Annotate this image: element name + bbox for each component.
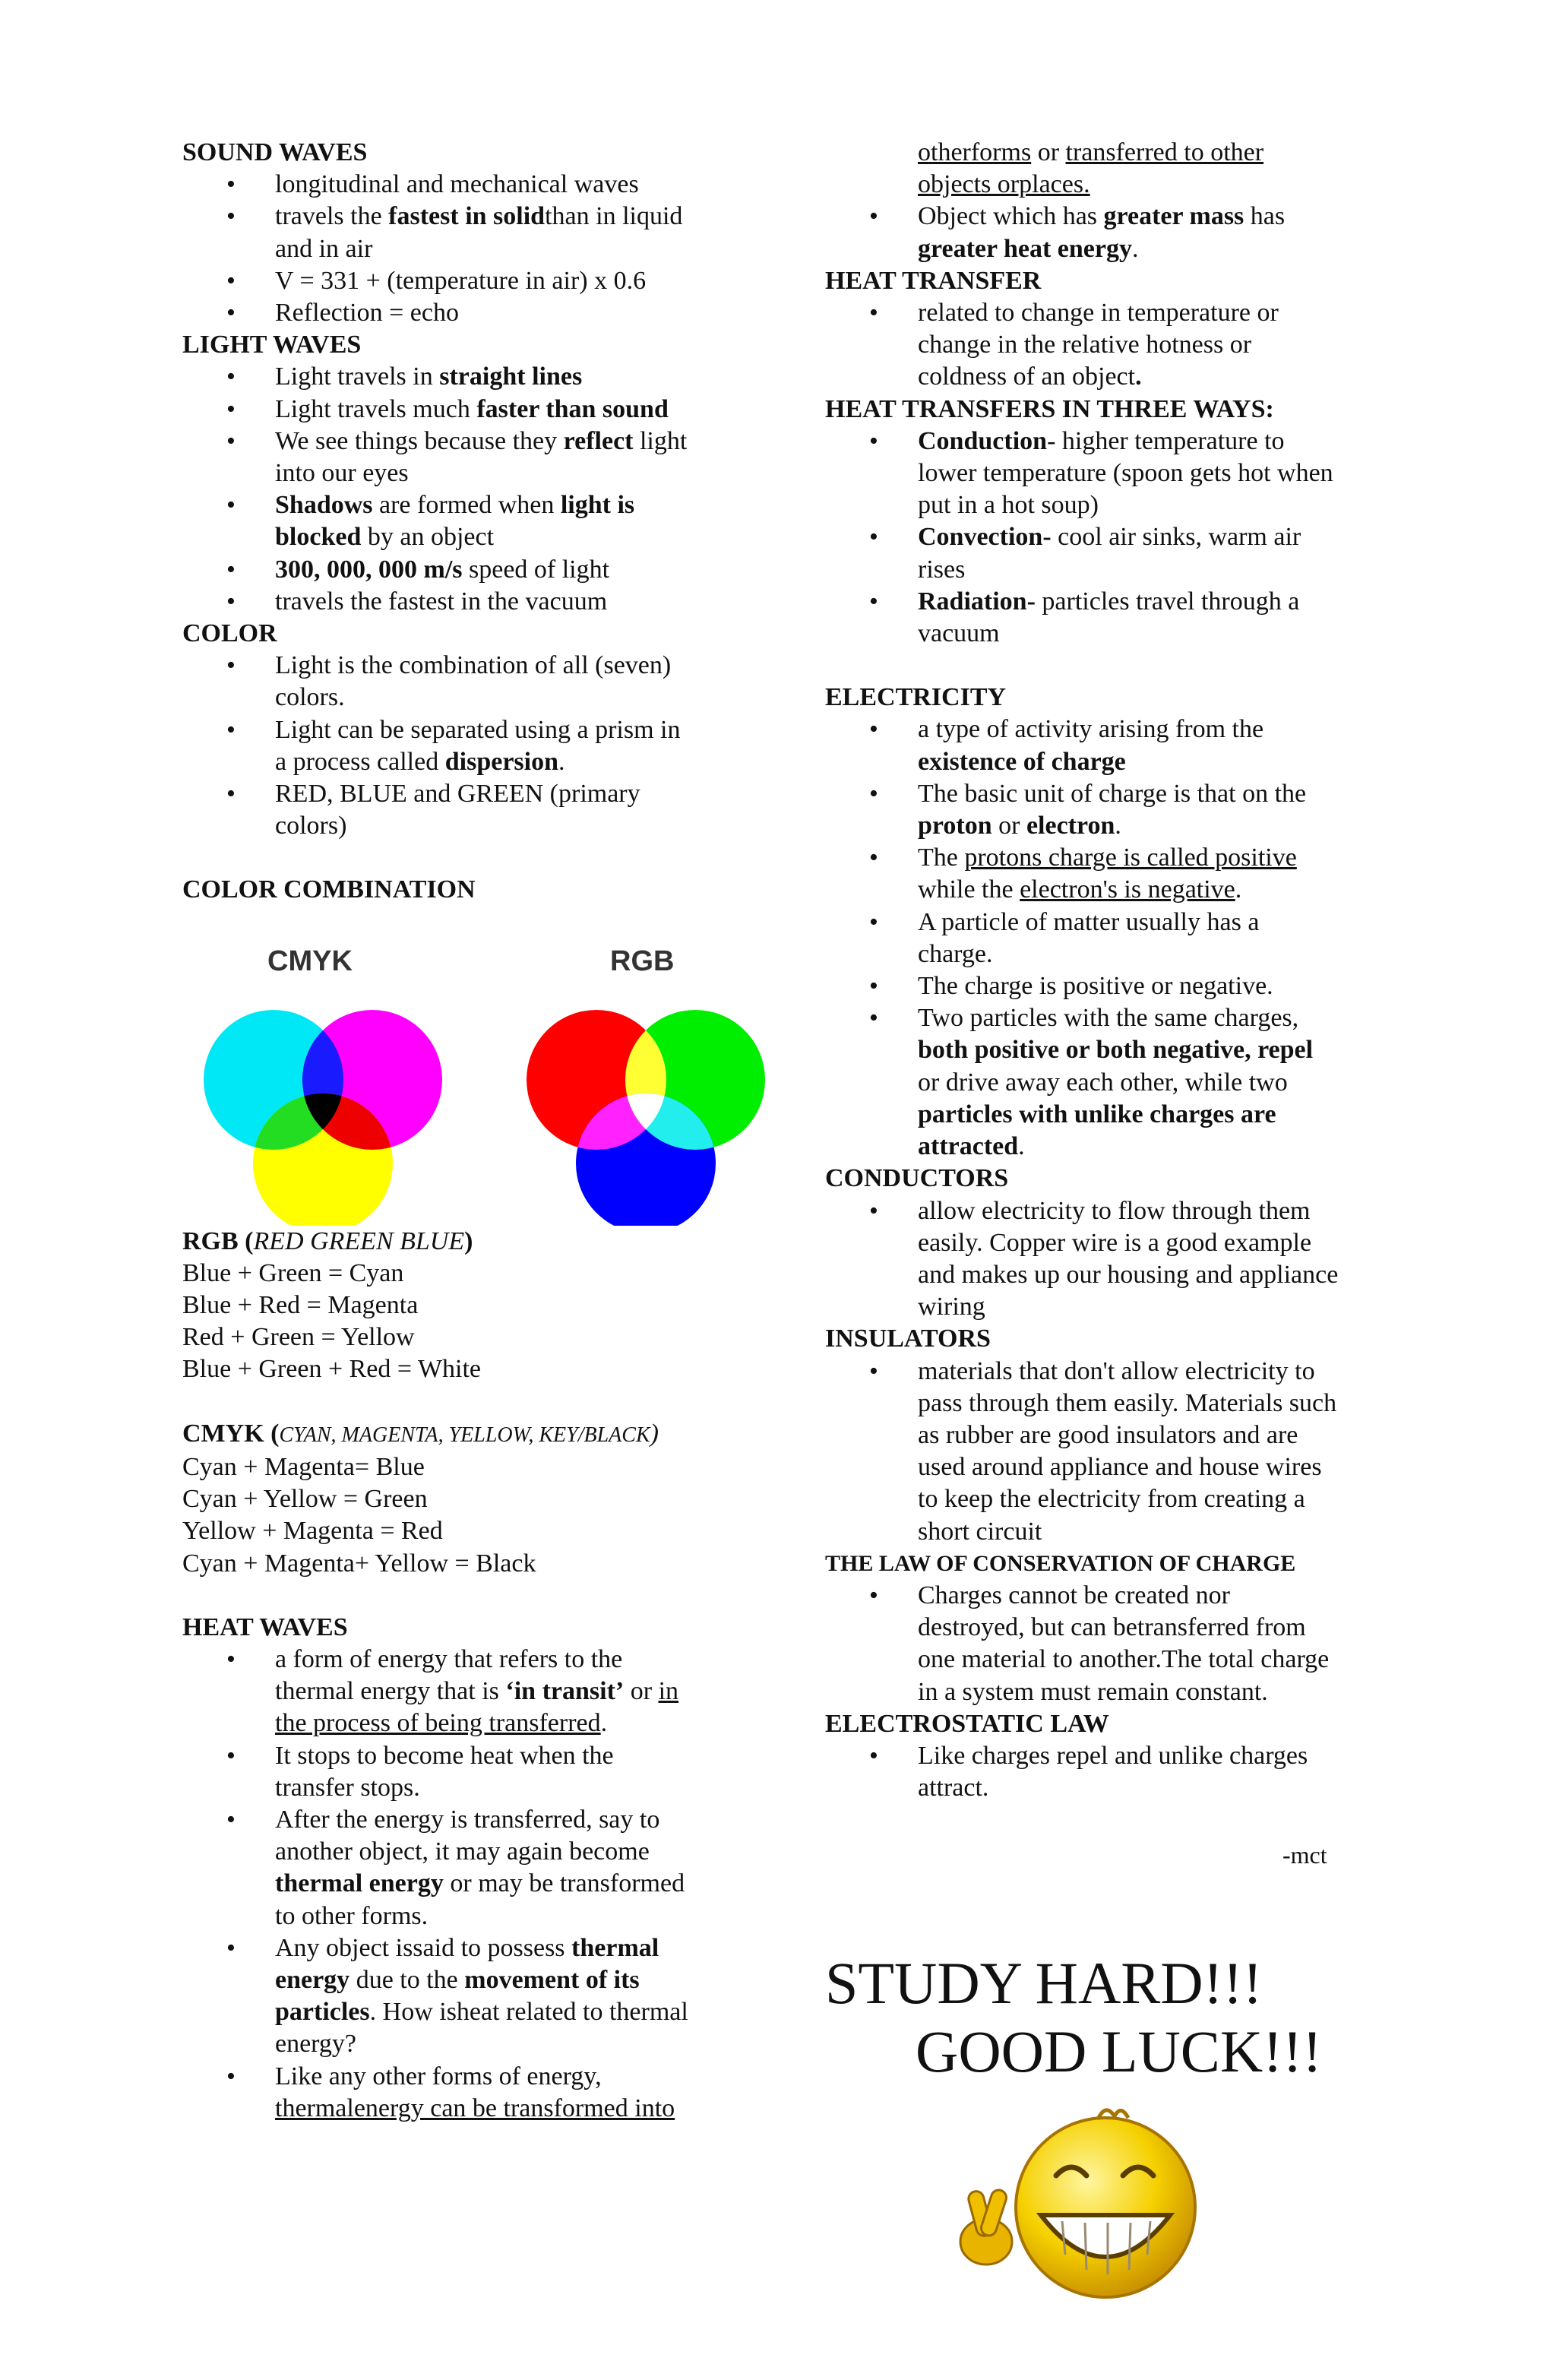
good-luck-text: GOOD LUCK!!!	[916, 2018, 1323, 2084]
rgb-line: Blue + Red = Magenta	[182, 1291, 419, 1320]
cmyk-line: Cyan + Yellow = Green	[182, 1485, 428, 1514]
list-item-continuation: to other forms.	[275, 1901, 429, 1930]
color-heading: COLOR	[182, 619, 277, 648]
list-item: • Reflection = echo	[182, 297, 760, 329]
rgb-label: RGB	[610, 945, 675, 977]
smiley-fingers-crossed-icon	[950, 2094, 1208, 2328]
list-item-continuation: or drive away each other, while two	[918, 1068, 1288, 1097]
list-item: • After the energy is transferred, say to	[182, 1804, 760, 1836]
cmyk-heading: CMYK (CYAN, MAGENTA, YELLOW, KEY/BLACK)	[182, 1419, 659, 1448]
heat-waves-heading: HEAT WAVES	[182, 1613, 348, 1641]
list-item-continuation: the process of being transferred.	[275, 1709, 608, 1738]
list-item-continuation: colors.	[275, 683, 345, 712]
cmyk-diagram	[204, 1010, 442, 1226]
right-column	[825, 137, 1387, 1804]
list-item: • A particle of matter usually has a	[825, 907, 1387, 938]
list-item-continuation: thermal energy that is ‘in transit’ or in	[275, 1677, 679, 1706]
list-item-continuation: attracted.	[918, 1132, 1025, 1161]
list-item: • We see things because they reflect light	[182, 426, 760, 457]
list-item-continuation: a process called dispersion.	[275, 747, 565, 776]
list-item: • related to change in temperature or	[825, 297, 1387, 329]
color-mixing-diagrams	[182, 907, 790, 1226]
list-item: • Object which has greater mass has	[825, 201, 1387, 233]
rgb-heading: RGB (RED GREEN BLUE)	[182, 1226, 473, 1255]
rgb-line: Blue + Green + Red = White	[182, 1355, 482, 1384]
list-item: • It stops to become heat when the	[182, 1740, 760, 1772]
conservation-heading: THE LAW OF CONSERVATION OF CHARGE	[825, 1550, 1296, 1576]
list-item-continuation: lower temperature (spoon gets hot when	[918, 459, 1333, 488]
list-item-continuation: used around appliance and house wires	[918, 1453, 1322, 1482]
list-item-continuation: into our eyes	[275, 459, 409, 488]
color-mixing-illustration	[182, 907, 790, 1226]
conductors-list	[825, 1195, 1387, 1324]
list-item: • Light can be separated using a prism in	[182, 714, 760, 746]
cmyk-line: Cyan + Magenta= Blue	[182, 1452, 425, 1481]
list-item: • The protons charge is called positive	[825, 842, 1387, 874]
list-item: • Radiation- particles travel through a	[825, 586, 1387, 618]
list-item: • a form of energy that refers to the	[182, 1644, 760, 1676]
list-item: • allow electricity to flow through them	[825, 1195, 1387, 1227]
list-item-continuation: in a system must remain constant.	[918, 1677, 1268, 1706]
list-item: • V = 331 + (temperature in air) x 0.6	[182, 265, 760, 297]
rgb-line: Red + Green = Yellow	[182, 1323, 415, 1352]
list-item-continuation: another object, it may again become	[275, 1837, 650, 1866]
list-item: • The charge is positive or negative.	[825, 970, 1387, 1002]
conductors-heading: CONDUCTORS	[825, 1164, 1009, 1193]
list-item: • travels the fastest in solidthan in liquid	[182, 201, 760, 233]
list-item-continuation: short circuit	[918, 1517, 1042, 1546]
color-combination-heading: COLOR COMBINATION	[182, 875, 476, 904]
list-item-continuation: coldness of an object.	[918, 362, 1142, 391]
list-item-continuation: easily. Copper wire is a good example	[918, 1228, 1312, 1257]
insulators-list	[825, 1356, 1387, 1548]
list-item-continuation: both positive or both negative, repel	[918, 1036, 1314, 1065]
list-item: • Light is the combination of all (seven)	[182, 650, 760, 682]
rgb-diagram	[527, 1010, 765, 1226]
list-item-continuation: put in a hot soup)	[918, 491, 1099, 520]
list-item-continuation: greater heat energy.	[918, 234, 1139, 263]
list-item-continuation: one material to another.The total charge	[918, 1645, 1330, 1674]
list-item: • Convection- cool air sinks, warm air	[825, 521, 1387, 553]
list-item: • Shadows are formed when light is	[182, 489, 760, 521]
list-item-continuation: attract.	[918, 1774, 989, 1802]
list-item-continuation: wiring	[918, 1293, 985, 1321]
cmyk-label: CMYK	[267, 945, 353, 977]
list-item: • travels the fastest in the vacuum	[182, 586, 760, 618]
list-item-continuation: objects orplaces.	[918, 170, 1090, 199]
list-item-continuation: energy?	[275, 2030, 356, 2059]
signature: -mct	[1282, 1841, 1327, 1869]
insulators-heading: INSULATORS	[825, 1325, 991, 1353]
conservation-list	[825, 1580, 1387, 1708]
color-list	[182, 650, 760, 842]
list-item: • Like any other forms of energy,	[182, 2061, 760, 2093]
heat-waves-list	[182, 1644, 760, 2125]
list-item-continuation: vacuum	[918, 619, 1000, 648]
heat-transfer-list	[825, 297, 1387, 394]
list-item-continuation: thermalenergy can be transformed into	[275, 2094, 675, 2122]
list-item-continuation: proton or electron.	[918, 812, 1121, 840]
list-item-continuation: charge.	[918, 939, 993, 968]
three-ways-list	[825, 426, 1387, 650]
list-item-continuation: as rubber are good insulators and are	[918, 1420, 1298, 1449]
list-item-continuation: particles with unlike charges are	[918, 1100, 1276, 1128]
list-item: • Charges cannot be created nor	[825, 1580, 1387, 1612]
list-item: • Two particles with the same charges,	[825, 1002, 1387, 1034]
list-item-continuation: transfer stops.	[275, 1773, 420, 1802]
list-item: • Any object issaid to possess thermal	[182, 1932, 760, 1964]
electrostatic-list	[825, 1740, 1387, 1804]
electricity-list	[825, 714, 1387, 1163]
list-item-continuation: particles. How isheat related to thermal	[275, 1998, 688, 2027]
list-item-continuation: change in the relative hotness or	[918, 331, 1252, 359]
list-item: • materials that don't allow electricity to	[825, 1356, 1387, 1388]
list-item: • RED, BLUE and GREEN (primary	[182, 778, 760, 810]
rgb-line: Blue + Green = Cyan	[182, 1258, 404, 1287]
crossed-fingers-hand	[960, 2188, 1012, 2264]
light-waves-list	[182, 361, 760, 618]
list-item-continuation: rises	[918, 555, 966, 584]
list-item-continuation: energy due to the movement of its	[275, 1965, 640, 1994]
cmyk-line: Yellow + Magenta = Red	[182, 1517, 443, 1546]
list-item-continuation: colors)	[275, 812, 347, 840]
list-item: • Like charges repel and unlike charges	[825, 1740, 1387, 1772]
three-ways-heading: HEAT TRANSFERS IN THREE WAYS:	[825, 394, 1274, 423]
cmyk-line: Cyan + Magenta+ Yellow = Black	[182, 1549, 536, 1578]
list-item-continuation: to keep the electricity from creating a	[918, 1485, 1305, 1514]
list-item: • 300, 000, 000 m/s speed of light	[182, 554, 760, 586]
list-item-continuation: otherforms or transferred to other	[918, 138, 1264, 166]
left-column	[182, 137, 760, 2125]
list-item-continuation: pass through them easily. Materials such	[918, 1388, 1337, 1417]
list-item-continuation: existence of charge	[918, 747, 1126, 776]
list-item-continuation: while the electron's is negative.	[918, 875, 1242, 904]
light-waves-heading: LIGHT WAVES	[182, 331, 362, 359]
list-item-continuation: and makes up our housing and appliance	[918, 1260, 1339, 1289]
list-item: • Conduction- higher temperature to	[825, 426, 1387, 457]
list-item: • longitudinal and mechanical waves	[182, 169, 760, 201]
list-item: • The basic unit of charge is that on the	[825, 778, 1387, 810]
list-item: • a type of activity arising from the	[825, 714, 1387, 745]
electricity-heading: ELECTRICITY	[825, 683, 1007, 712]
sound-waves-heading: SOUND WAVES	[182, 138, 368, 166]
list-item-continuation: thermal energy or may be transformed	[275, 1869, 685, 1898]
list-item: • Light travels in straight lines	[182, 361, 760, 393]
heat-transfer-heading: HEAT TRANSFER	[825, 266, 1042, 295]
list-item: • Light travels much faster than sound	[182, 394, 760, 426]
study-hard-text: STUDY HARD!!!	[825, 1950, 1263, 2016]
sound-waves-list	[182, 169, 760, 329]
electrostatic-heading: ELECTROSTATIC LAW	[825, 1709, 1109, 1738]
list-item-continuation: blocked by an object	[275, 523, 495, 552]
list-item-continuation: destroyed, but can betransferred from	[918, 1613, 1306, 1642]
list-item-continuation: and in air	[275, 234, 373, 263]
